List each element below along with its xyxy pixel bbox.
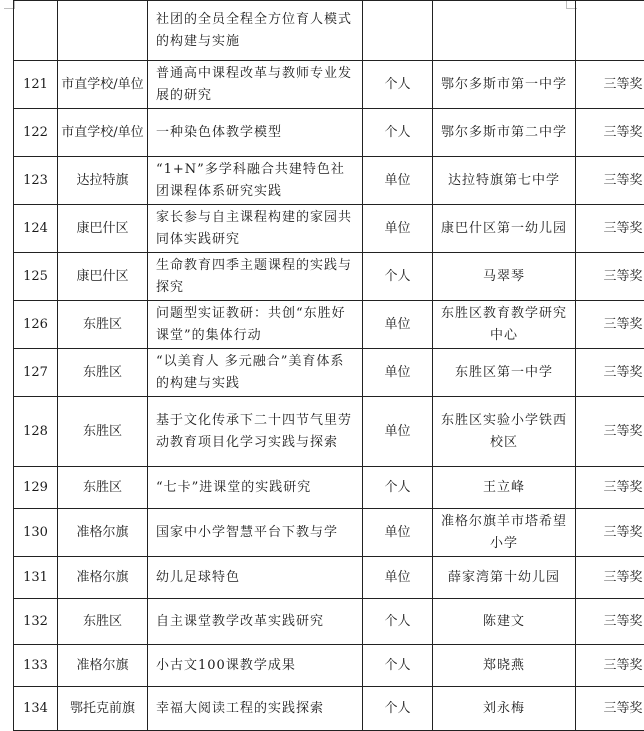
row-organization (433, 1, 576, 61)
row-applicant-type: 个人 (363, 645, 433, 687)
table-row (14, 157, 644, 205)
row-prize: 三等奖 (576, 157, 644, 205)
row-applicant-type: 个人 (363, 599, 433, 645)
row-number: 130 (14, 509, 58, 557)
row-prize: 三等奖 (576, 397, 644, 467)
row-number: 122 (14, 109, 58, 157)
row-district: 东胜区 (58, 349, 148, 397)
row-prize: 三等奖 (576, 349, 644, 397)
row-number: 121 (14, 61, 58, 109)
row-number: 125 (14, 253, 58, 301)
row-organization: 东胜区教育教学研究中心 (433, 301, 576, 349)
row-prize: 三等奖 (576, 599, 644, 645)
row-project-name: 小古文100课教学成果 (148, 645, 363, 687)
row-applicant-type: 单位 (363, 557, 433, 599)
table-row (14, 645, 644, 687)
table-row (14, 687, 644, 731)
row-prize: 三等奖 (576, 467, 644, 509)
row-prize: 三等奖 (576, 557, 644, 599)
row-organization: 郑晓燕 (433, 645, 576, 687)
row-district: 准格尔旗 (58, 509, 148, 557)
award-table (13, 0, 644, 731)
row-organization: 鄂尔多斯市第二中学 (433, 109, 576, 157)
row-project-name: 一种染色体教学模型 (148, 109, 363, 157)
row-organization: 刘永梅 (433, 687, 576, 731)
row-project-name: “七卡”进课堂的实践研究 (148, 467, 363, 509)
row-project-name: 社团的全员全程全方位育人模式的构建与实施 (148, 1, 363, 61)
row-district: 准格尔旗 (58, 557, 148, 599)
row-project-name: 基于文化传承下二十四节气里劳动教育项目化学习实践与探索 (148, 397, 363, 467)
row-organization: 康巴什区第一幼儿园 (433, 205, 576, 253)
row-number: 133 (14, 645, 58, 687)
table-row (14, 253, 644, 301)
table-row (14, 1, 644, 61)
row-project-name: 生命教育四季主题课程的实践与探究 (148, 253, 363, 301)
row-district: 东胜区 (58, 301, 148, 349)
row-prize (576, 1, 644, 61)
row-applicant-type: 个人 (363, 61, 433, 109)
table-row (14, 397, 644, 467)
row-prize: 三等奖 (576, 109, 644, 157)
row-applicant-type: 个人 (363, 109, 433, 157)
table-row (14, 301, 644, 349)
row-prize: 三等奖 (576, 687, 644, 731)
row-prize: 三等奖 (576, 509, 644, 557)
row-organization: 东胜区第一中学 (433, 349, 576, 397)
row-district: 鄂托克前旗 (58, 687, 148, 731)
row-prize: 三等奖 (576, 61, 644, 109)
table-row (14, 599, 644, 645)
row-district: 康巴什区 (58, 253, 148, 301)
row-organization: 王立峰 (433, 467, 576, 509)
row-organization: 准格尔旗羊市塔希望小学 (433, 509, 576, 557)
table-row (14, 61, 644, 109)
table-row (14, 467, 644, 509)
row-project-name: 国家中小学智慧平台下教与学 (148, 509, 363, 557)
row-number (14, 1, 58, 61)
row-number: 123 (14, 157, 58, 205)
row-project-name: 普通高中课程改革与教师专业发展的研究 (148, 61, 363, 109)
row-district: 市直学校/单位 (58, 109, 148, 157)
row-district: 东胜区 (58, 599, 148, 645)
row-project-name: 幼儿足球特色 (148, 557, 363, 599)
row-prize: 三等奖 (576, 253, 644, 301)
row-number: 131 (14, 557, 58, 599)
row-number: 129 (14, 467, 58, 509)
row-district (58, 1, 148, 61)
row-district: 康巴什区 (58, 205, 148, 253)
row-prize: 三等奖 (576, 301, 644, 349)
row-project-name: 自主课堂教学改革实践研究 (148, 599, 363, 645)
row-applicant-type: 个人 (363, 467, 433, 509)
row-district: 市直学校/单位 (58, 61, 148, 109)
row-prize: 三等奖 (576, 205, 644, 253)
row-project-name: 幸福大阅读工程的实践探索 (148, 687, 363, 731)
row-number: 132 (14, 599, 58, 645)
award-table-body (14, 1, 644, 731)
row-applicant-type: 单位 (363, 349, 433, 397)
row-organization: 薛家湾第十幼儿园 (433, 557, 576, 599)
row-applicant-type: 个人 (363, 253, 433, 301)
row-project-name: “以美育人 多元融合”美育体系的构建与实践 (148, 349, 363, 397)
table-row (14, 509, 644, 557)
row-organization: 陈建文 (433, 599, 576, 645)
row-organization: 东胜区实验小学铁西校区 (433, 397, 576, 467)
row-number: 127 (14, 349, 58, 397)
row-organization: 鄂尔多斯市第一中学 (433, 61, 576, 109)
row-project-name: 问题型实证教研：共创“东胜好课堂”的集体行动 (148, 301, 363, 349)
row-applicant-type (363, 1, 433, 61)
row-number: 126 (14, 301, 58, 349)
row-district: 东胜区 (58, 397, 148, 467)
row-applicant-type: 个人 (363, 687, 433, 731)
table-row (14, 109, 644, 157)
row-applicant-type: 单位 (363, 157, 433, 205)
table-row (14, 349, 644, 397)
row-organization: 达拉特旗第七中学 (433, 157, 576, 205)
row-project-name: 家长参与自主课程构建的家园共同体实践研究 (148, 205, 363, 253)
row-prize: 三等奖 (576, 645, 644, 687)
table-row (14, 557, 644, 599)
row-number: 128 (14, 397, 58, 467)
row-number: 124 (14, 205, 58, 253)
row-applicant-type: 单位 (363, 205, 433, 253)
row-district: 准格尔旗 (58, 645, 148, 687)
row-applicant-type: 单位 (363, 397, 433, 467)
row-district: 东胜区 (58, 467, 148, 509)
row-applicant-type: 单位 (363, 301, 433, 349)
row-organization: 马翠琴 (433, 253, 576, 301)
row-number: 134 (14, 687, 58, 731)
row-district: 达拉特旗 (58, 157, 148, 205)
table-row (14, 205, 644, 253)
row-applicant-type: 单位 (363, 509, 433, 557)
row-project-name: “1+N”多学科融合共建特色社团课程体系研究实践 (148, 157, 363, 205)
